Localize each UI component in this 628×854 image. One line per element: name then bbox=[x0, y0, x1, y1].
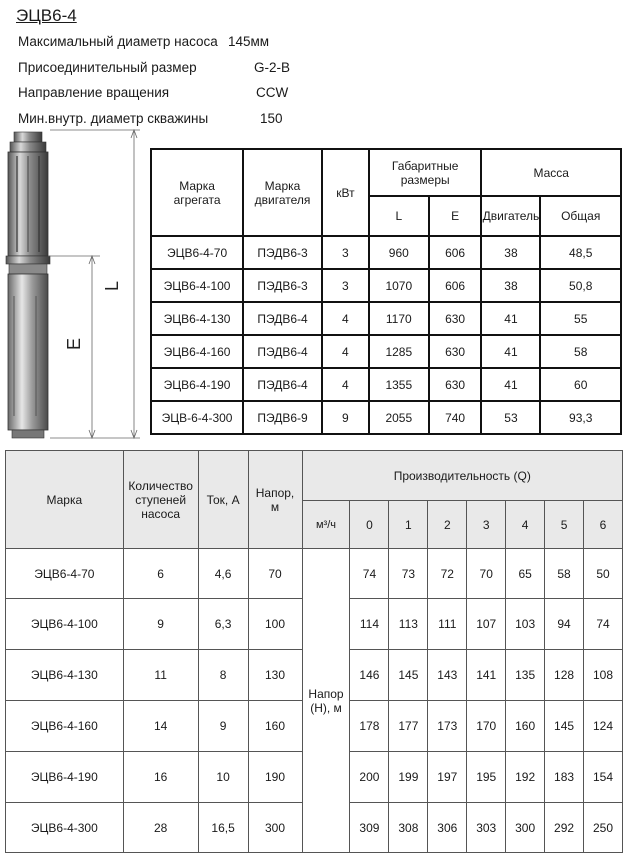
header-flow: 4 bbox=[506, 501, 545, 549]
header-current: Ток, А bbox=[198, 451, 248, 549]
header-motor-brand: Марка двигателя bbox=[243, 149, 322, 236]
cell-brand: ЭЦВ6-4-190 bbox=[6, 752, 124, 803]
cell: ЭЦВ6-4-130 bbox=[151, 302, 243, 335]
cell: 960 bbox=[369, 236, 429, 269]
cell: ЭЦВ6-4-190 bbox=[151, 368, 243, 401]
spec-label: Мин.внутр. диаметр скважины bbox=[18, 110, 209, 126]
cell-brand: ЭЦВ6-4-130 bbox=[6, 650, 124, 701]
cell-value: 192 bbox=[506, 752, 545, 803]
cell: 50,8 bbox=[540, 269, 621, 302]
cell-stages: 16 bbox=[123, 752, 198, 803]
cell-value: 199 bbox=[389, 752, 428, 803]
cell: 93,3 bbox=[540, 401, 621, 434]
table-row bbox=[6, 549, 623, 599]
cell-value: 178 bbox=[350, 701, 389, 752]
cell: ПЭДВ6-4 bbox=[243, 302, 322, 335]
page-title: ЭЦВ6-4 bbox=[16, 6, 77, 25]
cell-value: 74 bbox=[350, 549, 389, 599]
cell: ЭЦВ6-4-160 bbox=[151, 335, 243, 368]
cell-value: 306 bbox=[428, 803, 467, 853]
table-row bbox=[151, 236, 621, 269]
cell-value: 195 bbox=[467, 752, 506, 803]
cell-current: 6,3 bbox=[198, 599, 248, 650]
cell-value: 58 bbox=[545, 549, 584, 599]
cell: 38 bbox=[481, 236, 540, 269]
cell-value: 154 bbox=[584, 752, 623, 803]
cell-current: 10 bbox=[198, 752, 248, 803]
header-flow: 5 bbox=[545, 501, 584, 549]
header-flow: 0 bbox=[350, 501, 389, 549]
spec-value: 145мм bbox=[228, 34, 270, 49]
cell: 48,5 bbox=[540, 236, 621, 269]
header-brand: Марка bbox=[6, 451, 124, 549]
cell-value: 114 bbox=[350, 599, 389, 650]
cell-value: 70 bbox=[467, 549, 506, 599]
cell-value: 177 bbox=[389, 701, 428, 752]
cell: ПЭДВ6-3 bbox=[243, 269, 322, 302]
header-E: E bbox=[429, 196, 482, 236]
cell-value: 108 bbox=[584, 650, 623, 701]
dimension-E-label: E bbox=[64, 337, 84, 351]
header-flow: 2 bbox=[428, 501, 467, 549]
table-row bbox=[151, 269, 621, 302]
cell: ПЭДВ6-9 bbox=[243, 401, 322, 434]
cell-value: 173 bbox=[428, 701, 467, 752]
cell-current: 8 bbox=[198, 650, 248, 701]
cell: 41 bbox=[481, 368, 540, 401]
header-capacity: Производительность (Q) bbox=[302, 451, 622, 501]
cell-stages: 14 bbox=[123, 701, 198, 752]
header-kw: кВт bbox=[322, 149, 369, 236]
pump-body bbox=[6, 132, 50, 438]
cell-stages: 9 bbox=[123, 599, 198, 650]
cell-stages: 28 bbox=[123, 803, 198, 853]
cell: 38 bbox=[481, 269, 540, 302]
header-flow: 3 bbox=[467, 501, 506, 549]
header-stages: Количество ступеней насоса bbox=[123, 451, 198, 549]
dimension-L-label: L bbox=[102, 280, 122, 292]
cell-value: 94 bbox=[545, 599, 584, 650]
cell: ЭЦВ6-4-100 bbox=[151, 269, 243, 302]
cell: 630 bbox=[429, 368, 482, 401]
header-dimensions: Габаритные размеры bbox=[369, 149, 482, 196]
cell: 1355 bbox=[369, 368, 429, 401]
cell: 3 bbox=[322, 236, 369, 269]
spec-label: Максимальный диаметр насоса bbox=[18, 34, 218, 49]
header-flow: 1 bbox=[389, 501, 428, 549]
cell-value: 146 bbox=[350, 650, 389, 701]
cell: 55 bbox=[540, 302, 621, 335]
cell-value: 128 bbox=[545, 650, 584, 701]
cell-value: 308 bbox=[389, 803, 428, 853]
cell-value: 145 bbox=[389, 650, 428, 701]
cell-head: 190 bbox=[248, 752, 302, 803]
cell-value: 135 bbox=[506, 650, 545, 701]
cell: 1070 bbox=[369, 269, 429, 302]
cell: 606 bbox=[429, 269, 482, 302]
header-head: Напор, м bbox=[248, 451, 302, 549]
cell: ЭЦВ-6-4-300 bbox=[151, 401, 243, 434]
spec-value: G-2-B bbox=[254, 59, 291, 75]
cell-brand: ЭЦВ6-4-160 bbox=[6, 701, 124, 752]
cell: 4 bbox=[322, 368, 369, 401]
cell-brand: ЭЦВ6-4-100 bbox=[6, 599, 124, 650]
cell-value: 111 bbox=[428, 599, 467, 650]
cell: 41 bbox=[481, 302, 540, 335]
cell-value: 141 bbox=[467, 650, 506, 701]
cell: 740 bbox=[429, 401, 482, 434]
cell: 1285 bbox=[369, 335, 429, 368]
cell-value: 74 bbox=[584, 599, 623, 650]
cell-value: 303 bbox=[467, 803, 506, 853]
cell-brand: ЭЦВ6-4-70 bbox=[6, 549, 124, 599]
cell-value: 124 bbox=[584, 701, 623, 752]
cell-head: 100 bbox=[248, 599, 302, 650]
cell: 41 bbox=[481, 335, 540, 368]
table-row bbox=[151, 401, 621, 434]
cell-value: 309 bbox=[350, 803, 389, 853]
cell: 4 bbox=[322, 335, 369, 368]
cell-value: 183 bbox=[545, 752, 584, 803]
cell-current: 4,6 bbox=[198, 549, 248, 599]
cell-stages: 11 bbox=[123, 650, 198, 701]
cell-current: 16,5 bbox=[198, 803, 248, 853]
cell-value: 200 bbox=[350, 752, 389, 803]
cell: 53 bbox=[481, 401, 540, 434]
cell-value: 160 bbox=[506, 701, 545, 752]
cell: ПЭДВ6-4 bbox=[243, 368, 322, 401]
cell-brand: ЭЦВ6-4-300 bbox=[6, 803, 124, 853]
cell: ЭЦВ6-4-70 bbox=[151, 236, 243, 269]
cell-head: 130 bbox=[248, 650, 302, 701]
cell-head: 300 bbox=[248, 803, 302, 853]
header-unit: м³/ч bbox=[302, 501, 350, 549]
cell: 3 bbox=[322, 269, 369, 302]
pump-diagram bbox=[0, 126, 150, 446]
cell-value: 107 bbox=[467, 599, 506, 650]
cell-value: 143 bbox=[428, 650, 467, 701]
header-mass-motor: Двигатель bbox=[481, 196, 540, 236]
cell-value: 73 bbox=[389, 549, 428, 599]
cell-head: 160 bbox=[248, 701, 302, 752]
spec-value: CCW bbox=[256, 85, 289, 100]
header-mass: Масса bbox=[481, 149, 621, 196]
cell-current: 9 bbox=[198, 701, 248, 752]
cell-value: 103 bbox=[506, 599, 545, 650]
header-L: L bbox=[369, 196, 429, 236]
header-flow: 6 bbox=[584, 501, 623, 549]
cell-value: 300 bbox=[506, 803, 545, 853]
cell: 1170 bbox=[369, 302, 429, 335]
performance-table bbox=[5, 450, 623, 853]
header-mass-total: Общая bbox=[540, 196, 621, 236]
table-row bbox=[151, 335, 621, 368]
cell-value: 292 bbox=[545, 803, 584, 853]
cell: 630 bbox=[429, 335, 482, 368]
cell-value: 65 bbox=[506, 549, 545, 599]
table-row bbox=[151, 302, 621, 335]
spec-value: 150 bbox=[260, 110, 283, 126]
cell: 630 bbox=[429, 302, 482, 335]
cell: 606 bbox=[429, 236, 482, 269]
cell-value: 50 bbox=[584, 549, 623, 599]
cell-value: 145 bbox=[545, 701, 584, 752]
cell: ПЭДВ6-3 bbox=[243, 236, 322, 269]
cell-value: 72 bbox=[428, 549, 467, 599]
dimensions-table bbox=[150, 148, 622, 435]
cell-value: 170 bbox=[467, 701, 506, 752]
cell: 2055 bbox=[369, 401, 429, 434]
header-unit-brand: Марка агрегата bbox=[151, 149, 243, 236]
cell: 60 bbox=[540, 368, 621, 401]
table-row bbox=[151, 368, 621, 401]
spec-label: Присоединительный размер bbox=[18, 59, 197, 75]
cell: ПЭДВ6-4 bbox=[243, 335, 322, 368]
cell: 4 bbox=[322, 302, 369, 335]
dimension-L bbox=[50, 130, 140, 438]
cell-value: 113 bbox=[389, 599, 428, 650]
cell-head: 70 bbox=[248, 549, 302, 599]
spec-label: Направление вращения bbox=[18, 85, 170, 100]
cell: 9 bbox=[322, 401, 369, 434]
cell-value: 197 bbox=[428, 752, 467, 803]
cell-value: 250 bbox=[584, 803, 623, 853]
head-label: Напор (Н), м bbox=[302, 549, 350, 853]
cell: 58 bbox=[540, 335, 621, 368]
cell-stages: 6 bbox=[123, 549, 198, 599]
